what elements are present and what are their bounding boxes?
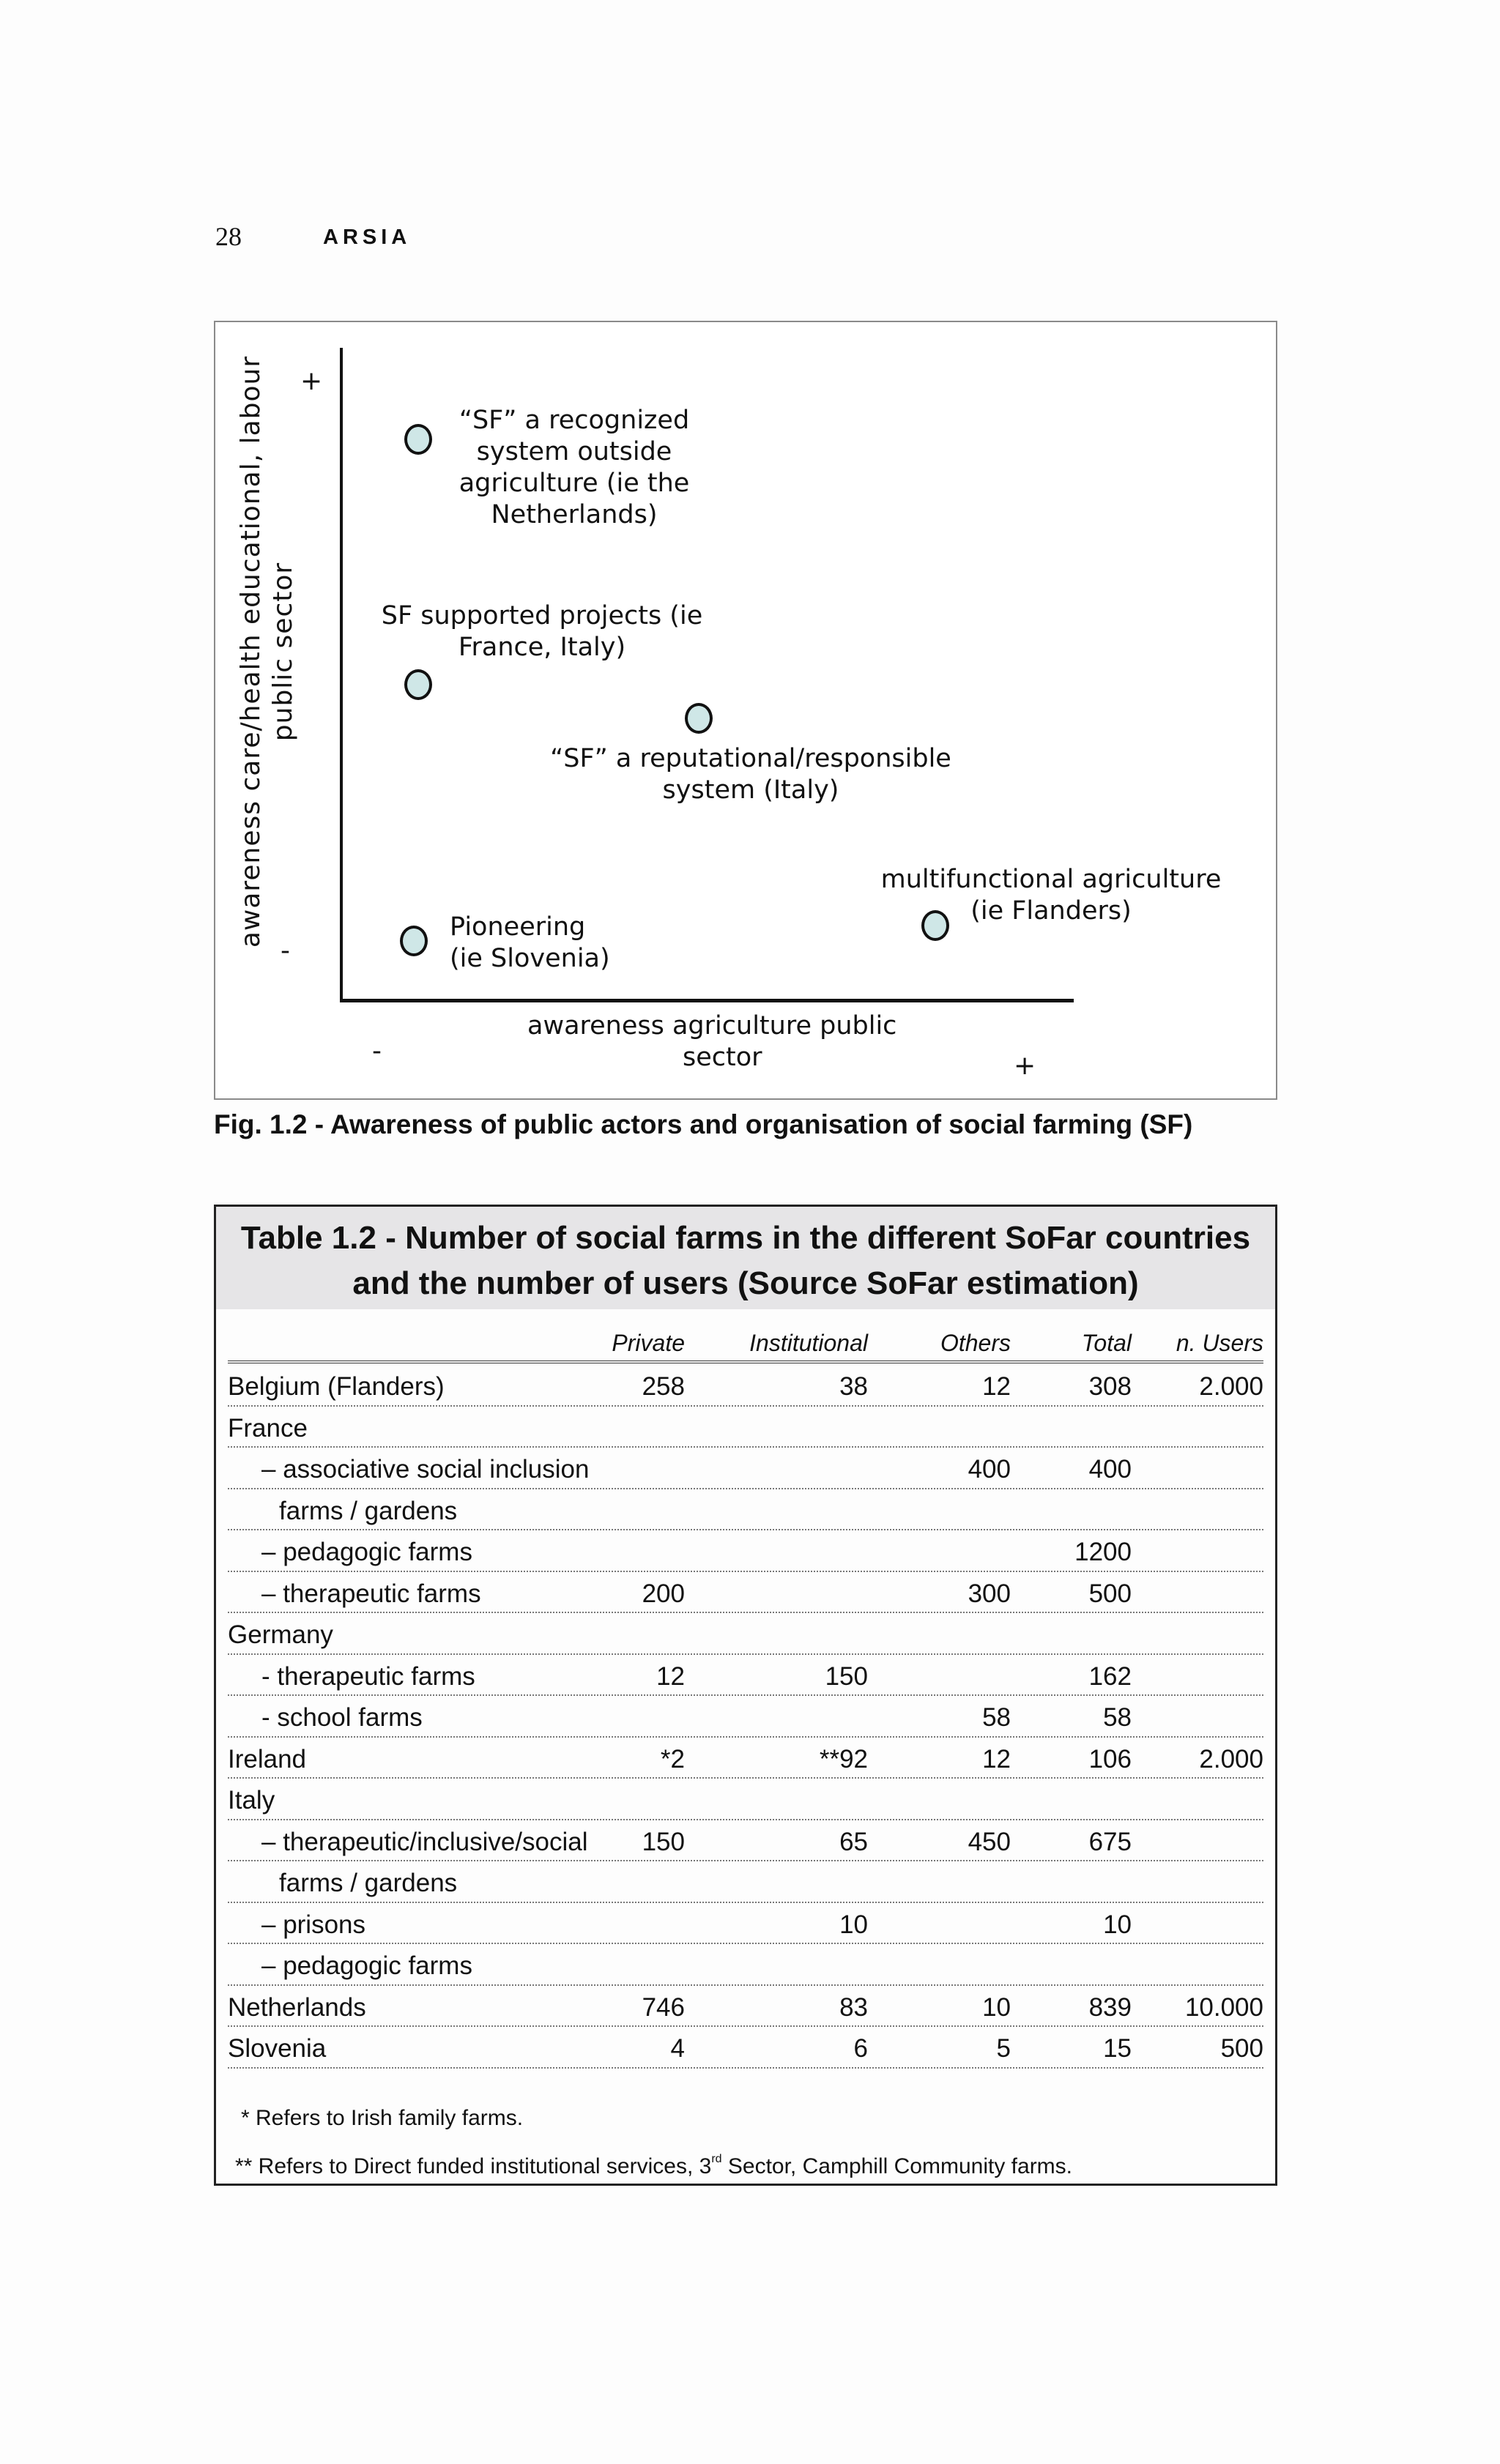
- footnote-2: ** Refers to Direct funded institutional services, 3rd Sector, Camphill Community farms.: [235, 2153, 1073, 2178]
- y-axis-label: [220, 355, 315, 948]
- table-row: – therapeutic/inclusive/social 150 65 450 675: [228, 1820, 1263, 1862]
- footnote-1: * Refers to Irish family farms.: [241, 2106, 524, 2130]
- table-row: Ireland *2 **92 12 106 2.000: [228, 1738, 1263, 1779]
- marker-circle-italy: [685, 703, 713, 734]
- point-label-flanders: multifunctional agriculture (ie Flanders): [880, 865, 1222, 926]
- point-label-italy: “SF” a reputational/responsible system (Italy): [550, 744, 951, 805]
- marker-circle-netherlands: [404, 424, 432, 455]
- table-row: France: [228, 1407, 1263, 1448]
- y-axis-high-sign: +: [300, 366, 323, 396]
- marker-circle-france-italy: [404, 669, 432, 700]
- point-label-france-italy: SF supported projects (ie France, Italy): [381, 601, 703, 662]
- table-row: farms / gardens: [228, 1489, 1263, 1531]
- page-number: 28: [215, 222, 242, 251]
- column-header-users: n. Users: [1176, 1330, 1263, 1356]
- table-row: – pedagogic farms: [228, 1944, 1263, 1986]
- table-row: Slovenia 4 6 5 15 500: [228, 2027, 1263, 2069]
- y-axis-low-sign: -: [281, 936, 290, 966]
- y-axis-line: [340, 348, 343, 1002]
- table-title: Table 1.2 - Number of social farms in the different SoFar countries and the number of users (Source SoFar estimation): [240, 1220, 1251, 1301]
- column-header-private: Private: [612, 1330, 685, 1356]
- y-axis-label-line1: awareness care/health educational, labour: [236, 355, 266, 948]
- table-row: Netherlands 746 83 10 839 10.000: [228, 1986, 1263, 2028]
- running-head: ARSIA: [323, 226, 412, 249]
- marker-circle-flanders: [921, 910, 949, 941]
- x-axis-line: [340, 999, 1074, 1002]
- table-frame: [214, 1205, 1277, 2186]
- table-row: Belgium (Flanders) 258 38 12 308 2.000: [228, 1365, 1263, 1407]
- column-header-others: Others: [940, 1330, 1011, 1356]
- table-row: Germany: [228, 1613, 1263, 1655]
- table-body: [228, 1365, 1263, 2069]
- column-header-institutional: Institutional: [749, 1330, 868, 1356]
- table-row: - therapeutic farms 12 150 162: [228, 1655, 1263, 1697]
- table-row: – prisons 10 10: [228, 1903, 1263, 1945]
- table-header-row: [228, 1324, 1263, 1363]
- table-row: - school farms 58 58: [228, 1696, 1263, 1738]
- x-axis-label: awareness agriculture public sector: [527, 1011, 897, 1072]
- x-axis-low-sign: -: [372, 1036, 382, 1066]
- x-axis-high-sign: +: [1014, 1051, 1036, 1081]
- marker-circle-slovenia: [400, 926, 428, 956]
- column-header-total: Total: [1081, 1330, 1132, 1356]
- table-row: Italy: [228, 1779, 1263, 1820]
- point-label-netherlands: “SF” a recognized system outside agriculture (ie the Netherlands): [458, 406, 690, 529]
- point-label-slovenia: Pioneering (ie Slovenia): [450, 912, 610, 973]
- table-row: – associative social inclusion 400 400: [228, 1448, 1263, 1489]
- table-row: farms / gardens: [228, 1861, 1263, 1903]
- table-row: – therapeutic farms 200 300 500: [228, 1572, 1263, 1614]
- figure-caption: Fig. 1.2 - Awareness of public actors and organisation of social farming (SF): [214, 1109, 1193, 1139]
- y-axis-label-line2: public sector: [268, 562, 298, 742]
- figure-frame: [214, 321, 1277, 1100]
- table-row: – pedagogic farms 1200: [228, 1530, 1263, 1572]
- table-title-band: [216, 1207, 1275, 1309]
